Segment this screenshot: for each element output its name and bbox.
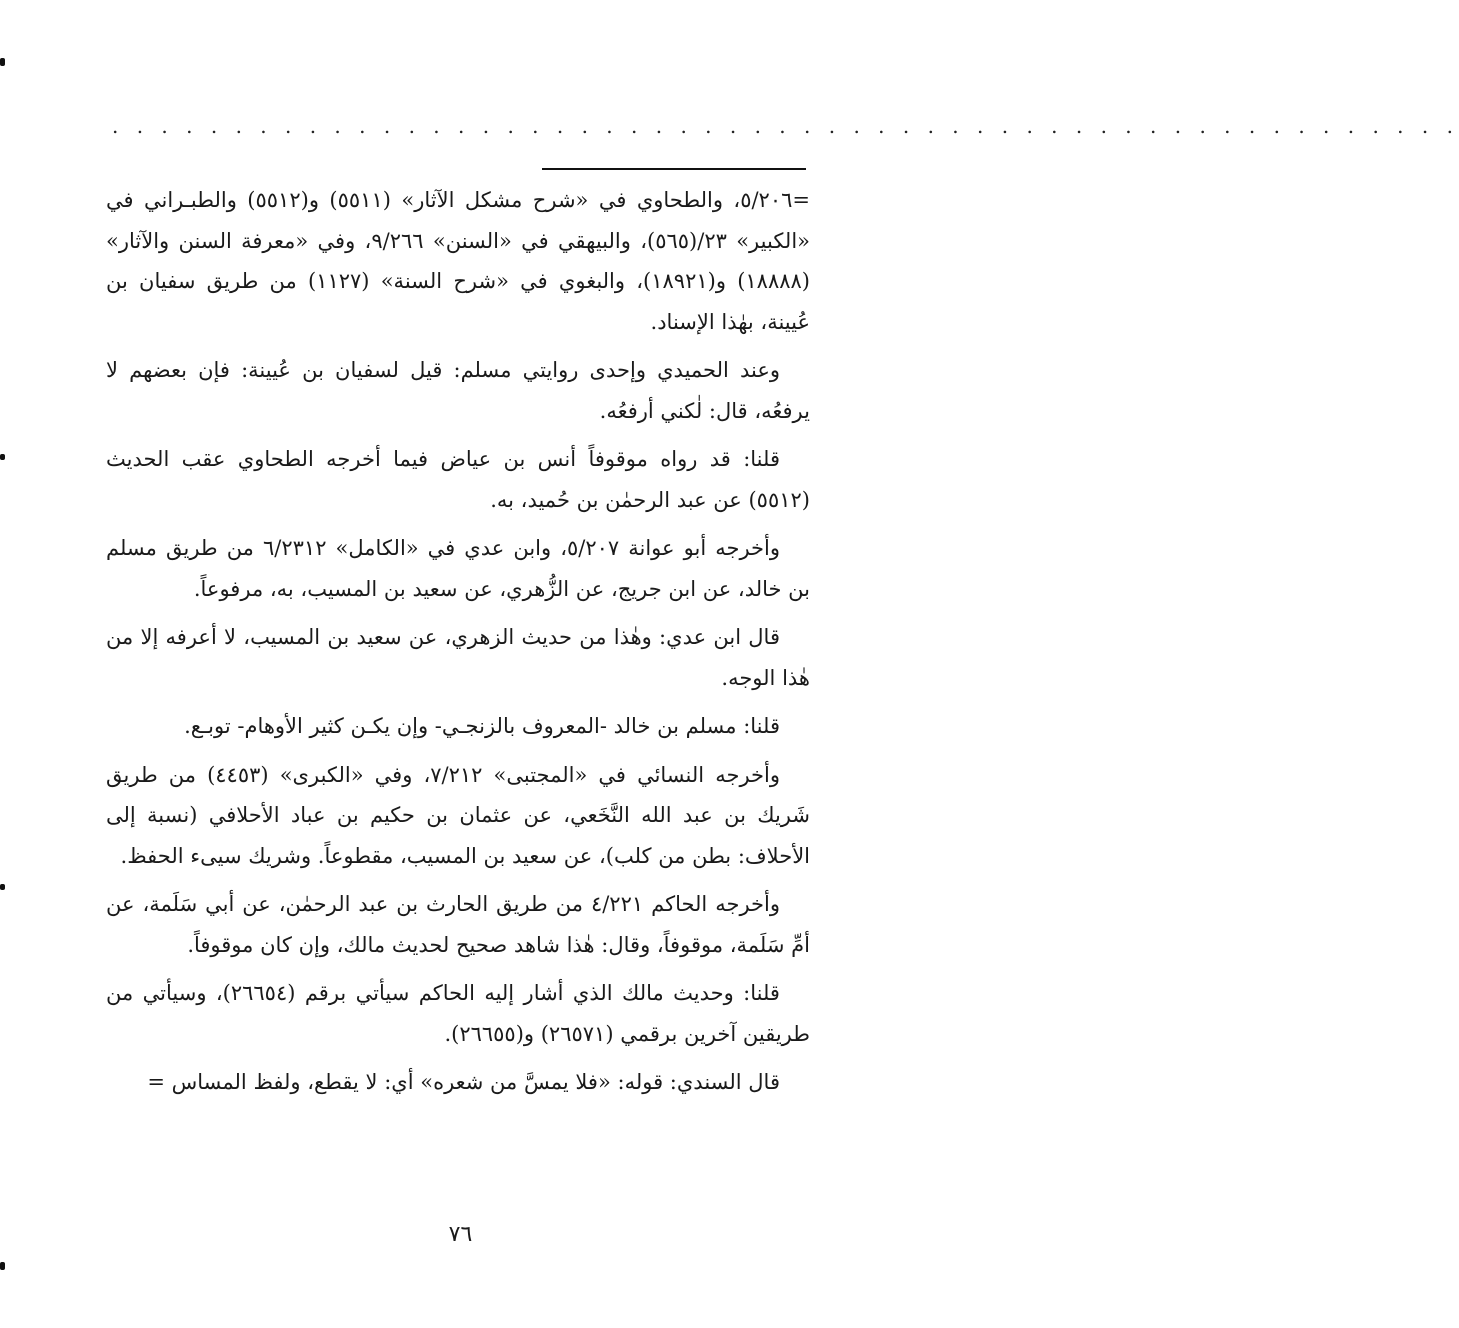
footnote-text-block — [106, 180, 810, 1111]
footnote-paragraph: قلنا: وحديث مالك الذي أشار إليه الحاكم سيأتي برقم (٢٦٦٥٤)، وسيأتي من طريقين آخرين برقمي (٢٦٥٧١) و(٢٦٦٥٥). — [106, 981, 810, 1046]
footnote-paragraph: وعند الحميدي وإحدى روايتي مسلم: قيل لسفيان بن عُيينة: فإن بعضهم لا يرفعُه، قال: لٰكني أرفعُه. — [106, 358, 810, 423]
footnote-rule — [542, 168, 806, 170]
page-number: ٧٦ — [448, 1222, 473, 1247]
footnote-paragraph: قلنا: مسلم بن خالد -المعروف بالزنجـي- وإن يكـن كثير الأوهام- توبـع. — [184, 714, 780, 738]
footnote-paragraph: قال السندي: قوله: «فلا يمسَّ من شعره» أي: لا يقطع، ولفظ المساس = — [147, 1070, 780, 1094]
footnote-paragraph: =٥/٢٠٦، والطحاوي في «شرح مشكل الآثار» (٥٥١١) و(٥٥١٢) والطبـراني في «الكبير» ٢٣/(٥٦٥)، والبيهقي في «السنن» ٩/٢٦٦، وفي «معرفة السنن والآثار» (١٨٨٨٨) و(١٨٩٢١)، والبغوي في «شرح السنة» (١١٢٧) من طريق سفيان بن عُيينة، بهٰذا الإسناد. — [106, 188, 811, 334]
dotted-separator: . . . . . . . . . . . . . . . . . . . . . . . . . . . . . . . . . . . . . . . . . . . . . . . . . . . . . . . — [112, 114, 1459, 138]
footnote-paragraph: قال ابن عدي: وهٰذا من حديث الزهري، عن سعيد بن المسيب، لا أعرفه إلا من هٰذا الوجه. — [106, 625, 810, 690]
footnote-paragraph: وأخرجه أبو عوانة ٥/٢٠٧، وابن عدي في «الكامل» ٦/٢٣١٢ من طريق مسلم بن خالد، عن ابن جريج، عن الزُّهري، عن سعيد بن المسيب، به، مرفوعاً. — [106, 536, 810, 601]
footnote-paragraph: قلنا: قد رواه موقوفاً أنس بن عياض فيما أخرجه الطحاوي عقب الحديث (٥٥١٢) عن عبد الرحمٰن بن حُميد، به. — [106, 447, 810, 512]
scan-edge-mark-middle — [0, 884, 5, 890]
scan-edge-mark-upper — [0, 454, 5, 460]
scan-edge-mark-bottom — [0, 1262, 5, 1270]
footnote-paragraph: وأخرجه الحاكم ٤/٢٢١ من طريق الحارث بن عبد الرحمٰن، عن أبي سَلَمة، عن أمِّ سَلَمة، موقوفاً، وقال: هٰذا شاهد صحيح لحديث مالك، وإن كان موقوفاً. — [106, 892, 810, 957]
scan-edge-mark-top — [0, 58, 5, 66]
footnote-paragraph: وأخرجه النسائي في «المجتبى» ٧/٢١٢، وفي «الكبرى» (٤٤٥٣) من طريق شَريك بن عبد الله النَّخَعي، عن عثمان بن حكيم بن عباد الأحلافي (نسبة إلى الأحلاف: بطن من كلب)، عن سعيد بن المسيب، مقطوعاً. وشريك سيىء الحفظ. — [106, 762, 810, 868]
